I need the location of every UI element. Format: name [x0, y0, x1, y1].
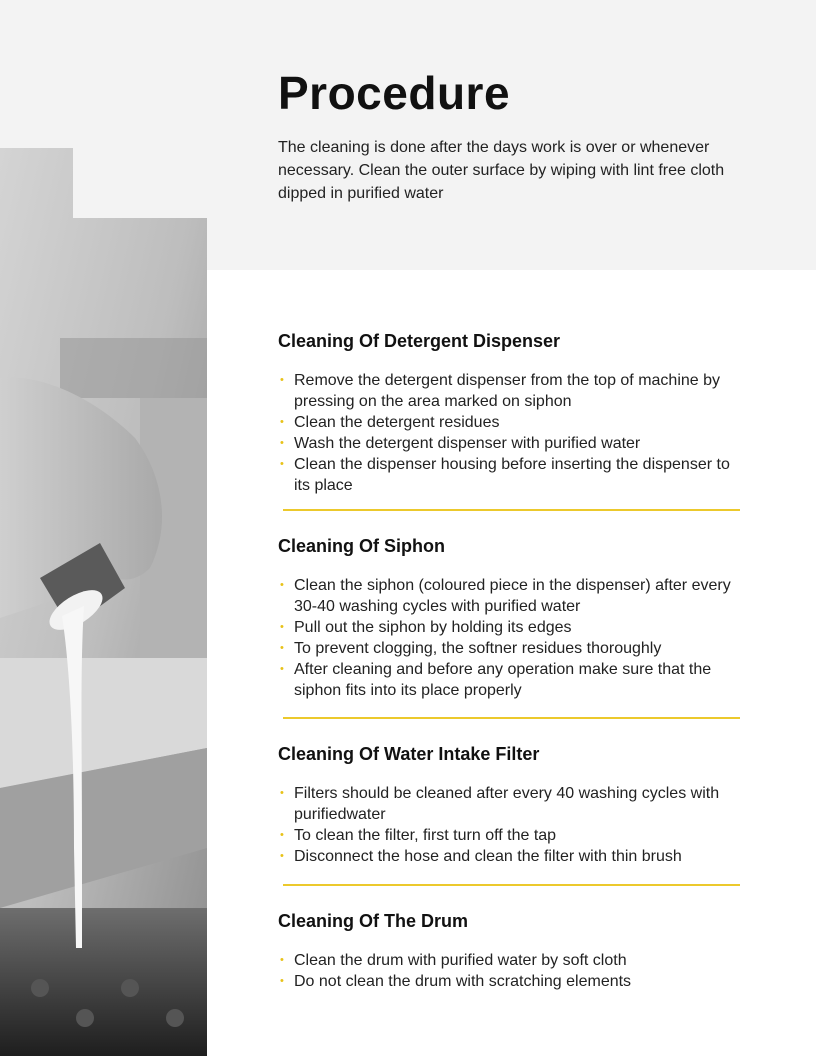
list-item: • To clean the filter, first turn off the tap: [278, 825, 748, 846]
list-item: • Filters should be cleaned after every 40 washing cycles with purifiedwater: [278, 783, 748, 825]
list-item: • Remove the detergent dispenser from the top of machine by pressing on the area marked on siphon: [278, 370, 748, 412]
section-water-intake-filter: [278, 744, 748, 867]
list-item: • Clean the dispenser housing before inserting the dispenser to its place: [278, 454, 748, 496]
section-siphon: [278, 536, 748, 701]
bullet-list: [278, 783, 748, 867]
section-heading: Cleaning Of Detergent Dispenser: [278, 331, 561, 351]
bullet-list: [278, 370, 748, 496]
list-item: • Clean the detergent residues: [278, 412, 748, 433]
list-item: • Disconnect the hose and clean the filter with thin brush: [278, 846, 748, 867]
section-divider: [283, 717, 740, 719]
list-item: • After cleaning and before any operation make sure that the siphon fits into its place properly: [278, 659, 748, 701]
section-heading: Cleaning Of Siphon: [278, 536, 445, 556]
photo-notch: [73, 148, 207, 218]
list-item: • Clean the siphon (coloured piece in the dispenser) after every 30-40 washing cycles with purified water: [278, 575, 748, 617]
bullet-list: [278, 575, 748, 701]
list-item: • To prevent clogging, the softner residues thoroughly: [278, 638, 748, 659]
section-divider: [283, 509, 740, 511]
section-divider: [283, 884, 740, 886]
laundry-photo: [0, 148, 207, 1056]
section-drum: [278, 911, 748, 992]
list-item: • Wash the detergent dispenser with purified water: [278, 433, 748, 454]
list-item: • Clean the drum with purified water by soft cloth: [278, 950, 748, 971]
list-item: • Pull out the siphon by holding its edges: [278, 617, 748, 638]
section-heading: Cleaning Of Water Intake Filter: [278, 744, 540, 764]
section-detergent-dispenser: [278, 331, 748, 496]
intro-paragraph: The cleaning is done after the days work is over or whenever necessary. Clean the outer surface by wiping with lint free cloth dipped in purified water: [278, 139, 725, 202]
bullet-list: [278, 950, 748, 992]
section-heading: Cleaning Of The Drum: [278, 911, 469, 931]
list-item: • Do not clean the drum with scratching elements: [278, 971, 748, 992]
page-title: Procedure: [278, 67, 511, 119]
